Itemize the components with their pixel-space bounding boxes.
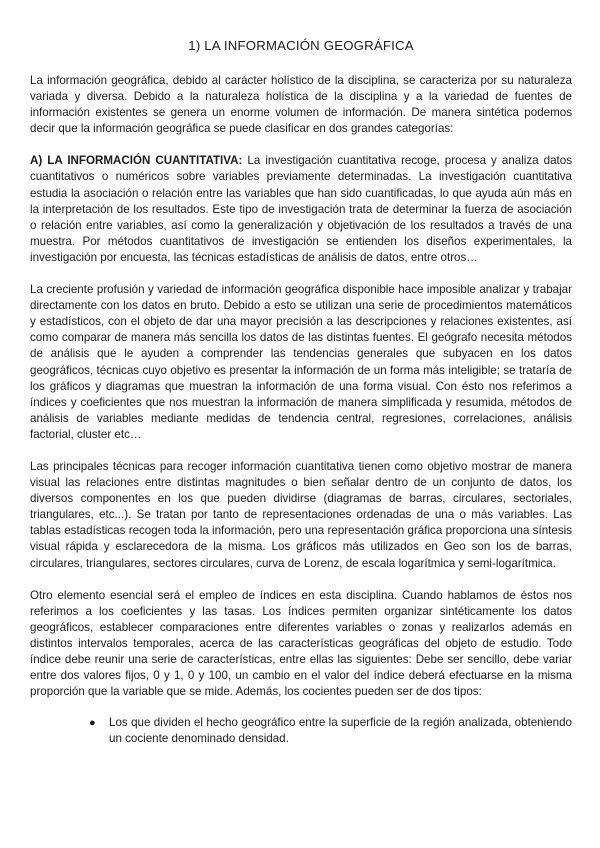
document-page [30, 0, 572, 747]
cociente-list [30, 715, 572, 747]
section-a-text: La investigación cuantitativa recoge, procesa y analiza datos cuantitativos o numéricos sobre variables previamente determinadas. La investigación cuantitativa estudia la asociación o relación entre las variables que han sido cuantificadas, lo que ayuda aún más en la interpretación de los resultados. Este tipo de investigación trata de determinar la fuerza de asociación o relación entre variables, así como la generalización y objetivación de los resultados a través de una muestra. Por métodos cuantitativos de investigación se entienden los diseños experimentales, la investigación por encuesta, las técnicas estadísticas de análisis de datos, entre otros… [30, 154, 573, 264]
intro-paragraph: La información geográfica, debido al carácter holístico de la disciplina, se caracteriza por su naturaleza variada y diversa. Debido a la naturaleza holística de la disciplina y a la variedad de fuentes de información existentes se genera un enorme volumen de información. De manera sintética podemos decir que la información geográfica se puede clasificar en dos grandes categorías: [30, 74, 572, 136]
document-title: 1) LA INFORMACIÓN GEOGRÁFICA [188, 38, 414, 53]
bullet-icon: ● [89, 717, 96, 730]
tecnicas-paragraph: Las principales técnicas para recoger información cuantitativa tienen como objetivo mostrar de manera visual las relaciones entre distintas magnitudes o bien señalar dentro de un conjunto de datos, los diversos componentes en los que pueden dividirse (diagramas de barras, circulares, sectoriales, triangulares, etc...). Se tratan por tanto de representaciones ordenadas de una o más variables. Las tablas estadísticas recogen toda la información, pero una representación gráfica proporciona una síntesis visual rápida y esclarecedora de la misma. Los gráficos más utilizados en Geo son los de barras, circulares, triangulares, sectores circulares, curva de Lorenz, de escala logarítmica y semi-logarítmica. [30, 459, 572, 570]
profusion-paragraph: La creciente profusión y variedad de información geográfica disponible hace imposible analizar y trabajar directamente con los datos en bruto. Debido a esto se utilizan una serie de procedimientos matemáticos y estadísticos, con el objeto de dar una mayor precisión a las descripciones y relaciones existentes, así como comparar de manera más sencilla los datos de las distintas fuentes. El geógrafo necesita métodos de análisis que le ayuden a comprender las tendencias generales que subyacen en los datos geográficos, técnicas cuyo objetivo es presentar la información de un forma más inteligible; se trataría de los gráficos y diagramas que muestran la información de una forma visual. Con ésto nos referimos a índices y coeficientes que nos muestran la información de manera simplificada y resumida, métodos de análisis de variables mediante medidas de tendencia central, regresiones, correlaciones, análisis factorial, cluster etc… [30, 283, 572, 441]
section-a-heading: A) LA INFORMACIÓN CUANTITATIVA: [30, 154, 243, 168]
list-item-text: Los que dividen el hecho geográfico entre la superficie de la región analizada, obteniendo un cociente denominado densidad. [109, 716, 572, 746]
section-a-paragraph [30, 153, 572, 266]
list-item [30, 715, 572, 747]
indices-paragraph: Otro elemento esencial será el empleo de índices en esta disciplina. Cuando hablamos de éstos nos referimos a los coeficientes y las tasas. Los índices permiten organizar sintéticamente los datos geográficos, establecer comparaciones entre diferentes variables o zonas y realizarlos además en distintos intervalos temporales, acerca de las características geográficas del objeto de estudio. Todo índice debe reunir una serie de características, entre ellas las siguientes: Debe ser sencillo, debe variar entre dos valores fijos, 0 y 1, 0 y 100, un cambio en el valor del índice deberá efectuarse en la misma proporción que la variable que se mide. Además, los cocientes pueden ser de dos tipos: [30, 588, 572, 699]
